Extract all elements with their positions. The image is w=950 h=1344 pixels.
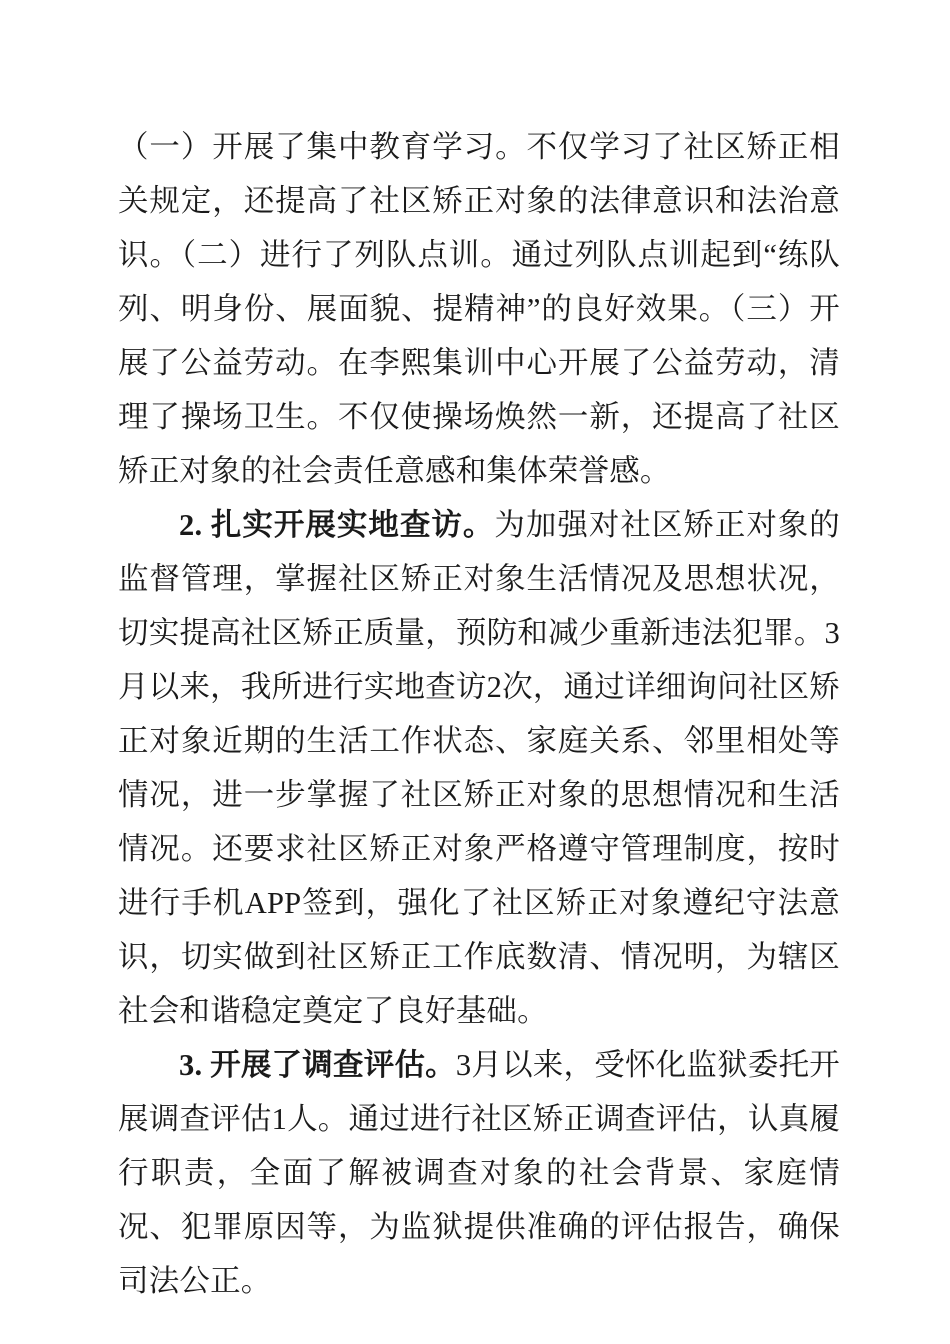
paragraph-2-heading: 2. 扎实开展实地查访。	[179, 508, 495, 542]
document-body	[118, 120, 840, 1308]
paragraph-3-heading: 3. 开展了调查评估。	[179, 1048, 456, 1082]
paragraph-3-text: 3月以来，受怀化监狱委托开展调查评估1人。通过进行社区矫正调查评估，认真履行职责，全面了解被调查对象的社会背景、家庭情况、犯罪原因等，为监狱提供准确的评估报告，确保司法公正。	[118, 1048, 840, 1298]
paragraph-2	[118, 498, 840, 1038]
paragraph-1-text: （一）开展了集中教育学习。不仅学习了社区矫正相关规定，还提高了社区矫正对象的法律意识和法治意识。（二）进行了列队点训。通过列队点训起到“练队列、明身份、展面貌、提精神”的良好效果。（三）开展了公益劳动。在李熙集训中心开展了公益劳动，清理了操场卫生。不仅使操场焕然一新，还提高了社区矫正对象的社会责任意感和集体荣誉感。	[118, 130, 840, 488]
paragraph-1	[118, 120, 840, 498]
paragraph-3	[118, 1038, 840, 1308]
paragraph-2-text: 为加强对社区矫正对象的监督管理，掌握社区矫正对象生活情况及思想状况，切实提高社区矫正质量，预防和减少重新违法犯罪。3月以来，我所进行实地查访2次，通过详细询问社区矫正对象近期的生活工作状态、家庭关系、邻里相处等情况，进一步掌握了社区矫正对象的思想情况和生活情况。还要求社区矫正对象严格遵守管理制度，按时进行手机APP签到，强化了社区矫正对象遵纪守法意识，切实做到社区矫正工作底数清、情况明，为辖区社会和谐稳定奠定了良好基础。	[118, 508, 841, 1028]
